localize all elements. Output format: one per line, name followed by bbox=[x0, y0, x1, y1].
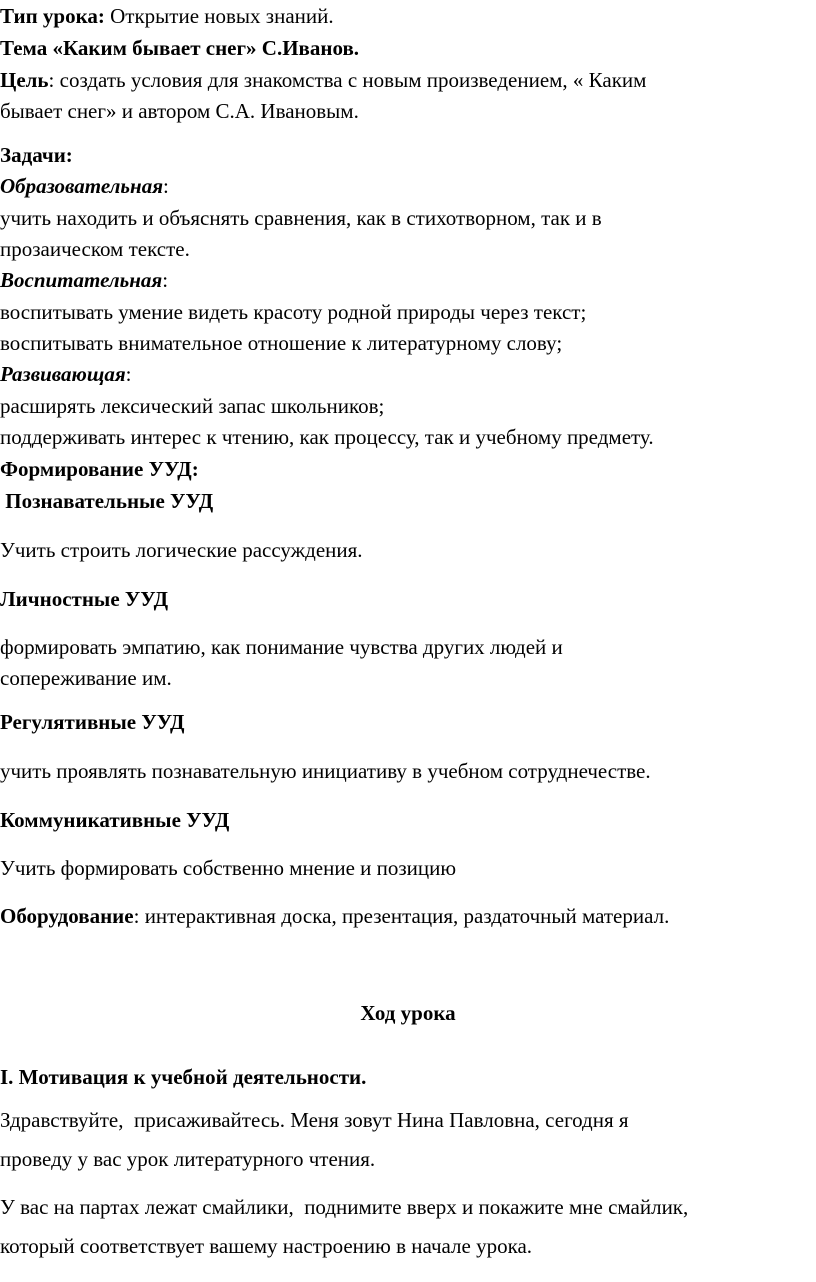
developing-colon: : bbox=[125, 362, 132, 386]
developing-text-1: расширять лексический запас школьников; bbox=[0, 394, 385, 418]
communicative-text-line: Учить формировать собственно мнение и позицию bbox=[0, 856, 457, 880]
developing-label: Развивающая bbox=[0, 362, 126, 386]
personal-line-1 bbox=[0, 633, 563, 661]
regulatory-heading-text: Регулятивные УУД bbox=[0, 710, 185, 734]
uud-heading bbox=[0, 455, 199, 483]
upbringing-line-1 bbox=[0, 298, 586, 326]
lesson-flow-heading-text: Ход урока bbox=[360, 1001, 456, 1025]
educational-text-2: прозаическом тексте. bbox=[0, 237, 190, 261]
uud-heading-text: Формирование УУД: bbox=[0, 457, 199, 481]
section1-p1-text-1: Здравствуйте, присаживайтесь. Меня зовут Нина Павловна, сегодня я bbox=[0, 1108, 629, 1132]
communicative-text bbox=[0, 854, 456, 882]
section1-p2-text-2: который соответствует вашему настроению в начале урока. bbox=[0, 1234, 533, 1258]
tasks-heading-text: Задачи: bbox=[0, 143, 73, 167]
upbringing-line-2 bbox=[0, 329, 562, 357]
lesson-flow-heading bbox=[0, 999, 816, 1027]
lesson-type bbox=[0, 2, 334, 30]
section1-heading bbox=[0, 1063, 366, 1091]
personal-heading-text: Личностные УУД bbox=[0, 587, 169, 611]
upbringing-heading bbox=[0, 266, 168, 294]
section1-p2-line-2 bbox=[0, 1232, 532, 1260]
educational-label: Образовательная bbox=[0, 174, 164, 198]
cognitive-text-line: Учить строить логические рассуждения. bbox=[0, 538, 363, 562]
communicative-heading-text: Коммуникативные УУД bbox=[0, 808, 230, 832]
goal-line-1 bbox=[0, 66, 646, 94]
personal-text-2: сопереживание им. bbox=[0, 666, 172, 690]
cognitive-text bbox=[0, 536, 363, 564]
section1-p1-line-2 bbox=[0, 1145, 375, 1173]
goal-label: Цель bbox=[0, 68, 49, 92]
section1-p2-text-1: У вас на партах лежат смайлики, поднимите вверх и покажите мне смайлик, bbox=[0, 1195, 689, 1219]
regulatory-text bbox=[0, 757, 651, 785]
lesson-type-label: Тип урока: bbox=[0, 4, 105, 28]
upbringing-colon: : bbox=[162, 268, 169, 292]
equipment-value: : интерактивная доска, презентация, раздаточный материал. bbox=[133, 904, 670, 928]
equipment-label: Оборудование bbox=[0, 904, 134, 928]
cognitive-heading bbox=[0, 487, 213, 515]
personal-line-2 bbox=[0, 664, 172, 692]
upbringing-text-1: воспитывать умение видеть красоту родной природы через текст; bbox=[0, 300, 587, 324]
developing-heading bbox=[0, 360, 132, 388]
goal-line-2 bbox=[0, 97, 359, 125]
goal-text-1: : создать условия для знакомства с новым произведением, « Каким bbox=[48, 68, 647, 92]
educational-line-2 bbox=[0, 235, 190, 263]
section1-heading-text: I. Мотивация к учебной деятельности. bbox=[0, 1065, 367, 1089]
personal-text-1: формировать эмпатию, как понимание чувства других людей и bbox=[0, 635, 563, 659]
communicative-heading bbox=[0, 806, 229, 834]
educational-text-1: учить находить и объяснять сравнения, как в стихотворном, так и в bbox=[0, 206, 602, 230]
equipment bbox=[0, 902, 669, 930]
lesson-type-value: Открытие новых знаний. bbox=[104, 4, 334, 28]
tasks-heading bbox=[0, 141, 73, 169]
lesson-theme bbox=[0, 34, 359, 62]
developing-text-2: поддерживать интерес к чтению, как процессу, так и учебному предмету. bbox=[0, 425, 654, 449]
educational-heading bbox=[0, 172, 169, 200]
developing-line-1 bbox=[0, 392, 384, 420]
regulatory-heading bbox=[0, 708, 185, 736]
educational-line-1 bbox=[0, 204, 602, 232]
upbringing-label: Воспитательная bbox=[0, 268, 163, 292]
developing-line-2 bbox=[0, 423, 654, 451]
cognitive-heading-text: Познавательные УУД bbox=[0, 489, 214, 513]
section1-p2-line-1 bbox=[0, 1193, 688, 1221]
lesson-theme-text: Тема «Каким бывает снег» С.Иванов. bbox=[0, 36, 360, 60]
section1-p1-line-1 bbox=[0, 1106, 629, 1134]
section1-p1-text-2: проведу у вас урок литературного чтения. bbox=[0, 1147, 376, 1171]
goal-text-2: бывает снег» и автором С.А. Ивановым. bbox=[0, 99, 359, 123]
educational-colon: : bbox=[163, 174, 169, 198]
personal-heading bbox=[0, 585, 168, 613]
upbringing-text-2: воспитывать внимательное отношение к литературному слову; bbox=[0, 331, 563, 355]
regulatory-text-line: учить проявлять познавательную инициативу в учебном сотруднечестве. bbox=[0, 759, 651, 783]
